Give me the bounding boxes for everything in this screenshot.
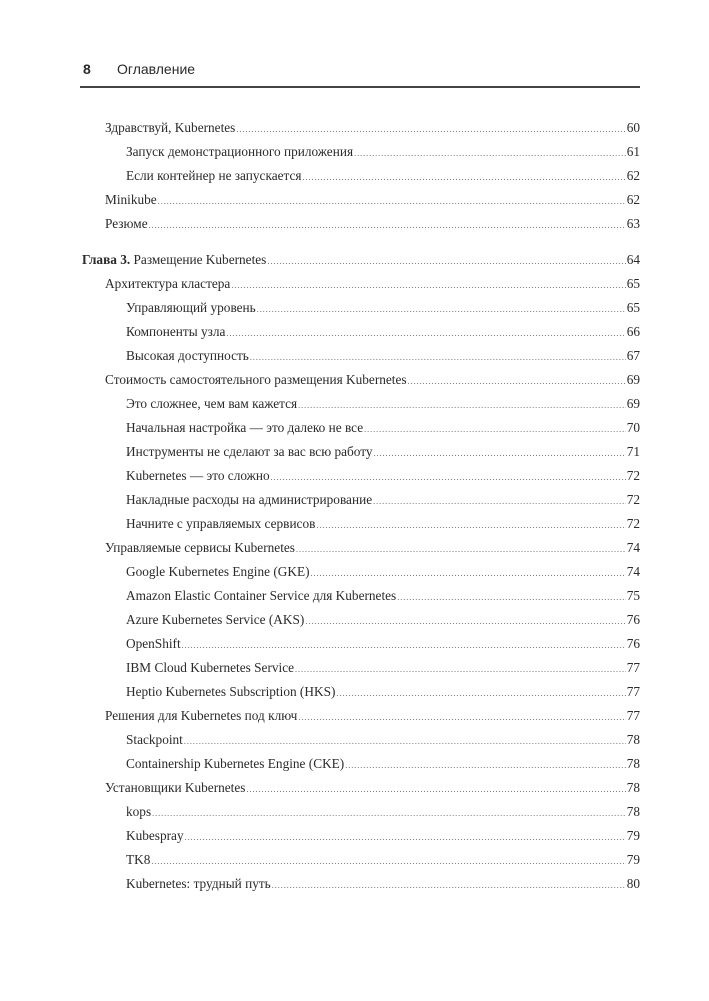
toc-entry[interactable] (82, 488, 640, 512)
toc-entry[interactable] (82, 536, 640, 560)
toc-entry-page: 60 (626, 120, 640, 135)
table-of-contents (82, 116, 640, 896)
toc-entry-title: Kubespray (126, 828, 184, 843)
toc-entry-title: Накладные расходы на администрирование (126, 492, 373, 507)
dot-leader (267, 250, 625, 274)
dot-leader (373, 490, 626, 514)
toc-entry-page: 67 (626, 348, 640, 363)
toc-entry-page: 61 (626, 144, 640, 159)
toc-entry-page: 62 (626, 192, 640, 207)
toc-entry-page: 75 (626, 588, 640, 603)
chapter-label: Глава 3. (82, 252, 131, 267)
toc-entry-page: 79 (626, 852, 640, 867)
toc-entry-page: 78 (626, 732, 640, 747)
toc-entry-page: 70 (626, 420, 640, 435)
toc-entry-title: Containership Kubernetes Engine (CKE) (126, 756, 345, 771)
toc-entry-page: 65 (626, 300, 640, 315)
toc-entry[interactable] (82, 680, 640, 704)
dot-leader (296, 538, 626, 562)
dot-leader (305, 610, 625, 634)
toc-entry-page: 76 (626, 636, 640, 651)
toc-entry-page: 79 (626, 828, 640, 843)
toc-entry[interactable] (82, 776, 640, 800)
toc-entry-title: Amazon Elastic Container Service для Kubernetes (126, 588, 397, 603)
toc-entry-title: Начальная настройка — это далеко не все (126, 420, 364, 435)
toc-entry[interactable] (82, 800, 640, 824)
toc-entry-page: 66 (626, 324, 640, 339)
toc-entry[interactable] (82, 728, 640, 752)
toc-entry[interactable] (82, 752, 640, 776)
dot-leader (354, 142, 626, 166)
toc-entry-page: 72 (626, 516, 640, 531)
toc-entry-page: 72 (626, 468, 640, 483)
toc-entry[interactable] (82, 608, 640, 632)
toc-entry-title: Размещение Kubernetes (133, 252, 267, 267)
toc-entry-page: 76 (626, 612, 640, 627)
toc-entry-title: Высокая доступность (126, 348, 249, 363)
toc-entry-title: Управляемые сервисы Kubernetes (105, 540, 295, 555)
dot-leader (271, 466, 626, 490)
toc-entry-page: 63 (626, 216, 640, 231)
dot-leader (316, 514, 625, 538)
running-header (80, 60, 640, 88)
toc-entry[interactable] (82, 848, 640, 872)
dot-leader (246, 778, 625, 802)
toc-entry-page: 65 (626, 276, 640, 291)
dot-leader (298, 706, 625, 730)
toc-entry-title: Инструменты не сделают за вас всю работу (126, 444, 373, 459)
toc-entry-title: Если контейнер не запускается (126, 168, 302, 183)
toc-entry[interactable] (82, 392, 640, 416)
toc-entry[interactable] (82, 164, 640, 188)
toc-entry[interactable] (82, 140, 640, 164)
dot-leader (311, 562, 626, 586)
toc-entry-title: Google Kubernetes Engine (GKE) (126, 564, 310, 579)
toc-entry-title: Kubernetes: трудный путь (126, 876, 271, 891)
toc-entry[interactable] (82, 272, 640, 296)
dot-leader (298, 394, 626, 418)
dot-leader (152, 802, 626, 826)
dot-leader (185, 826, 626, 850)
toc-entry-title: IBM Cloud Kubernetes Service (126, 660, 295, 675)
dot-leader (303, 166, 626, 190)
dot-leader (158, 190, 626, 214)
toc-entry[interactable] (82, 656, 640, 680)
toc-entry-title: Stackpoint (126, 732, 183, 747)
toc-entry-page: 71 (626, 444, 640, 459)
dot-leader (226, 322, 625, 346)
toc-entry-title: OpenShift (126, 636, 181, 651)
dot-leader (182, 634, 626, 658)
toc-entry-title: Стоимость самостоятельного размещения Kubernetes (105, 372, 407, 387)
toc-entry[interactable] (82, 512, 640, 536)
toc-entry[interactable] (82, 872, 640, 896)
dot-leader (408, 370, 626, 394)
toc-entry-page: 72 (626, 492, 640, 507)
toc-entry-title: Решения для Kubernetes под ключ (105, 708, 298, 723)
toc-entry-page: 64 (626, 252, 640, 267)
toc-entry-page: 62 (626, 168, 640, 183)
dot-leader (236, 118, 625, 142)
toc-entry[interactable] (82, 464, 640, 488)
toc-entry-title: Azure Kubernetes Service (AKS) (126, 612, 305, 627)
toc-entry-page: 80 (626, 876, 640, 891)
toc-entry[interactable] (82, 116, 640, 140)
page-number: 8 (83, 61, 91, 77)
toc-entry[interactable] (82, 368, 640, 392)
toc-entry[interactable] (82, 344, 640, 368)
toc-entry-page: 77 (626, 708, 640, 723)
dot-leader (184, 730, 626, 754)
toc-entry-title: Установщики Kubernetes (105, 780, 246, 795)
toc-entry[interactable] (82, 560, 640, 584)
toc-entry-page: 78 (626, 804, 640, 819)
toc-entry-title: kops (126, 804, 152, 819)
toc-entry-title: Компоненты узла (126, 324, 226, 339)
toc-entry[interactable] (82, 824, 640, 848)
toc-entry[interactable] (82, 212, 640, 236)
toc-entry[interactable] (82, 296, 640, 320)
toc-entry-title: Здравствуй, Kubernetes (105, 120, 236, 135)
toc-entry-title: Управляющий уровень (126, 300, 256, 315)
toc-entry-title: Heptio Kubernetes Subscription (HKS) (126, 684, 336, 699)
dot-leader (345, 754, 625, 778)
toc-entry[interactable] (82, 704, 640, 728)
toc-entry-page: 74 (626, 540, 640, 555)
toc-entry-title: Kubernetes — это сложно (126, 468, 270, 483)
toc-entry-page: 78 (626, 756, 640, 771)
dot-leader (336, 682, 625, 706)
toc-entry[interactable] (82, 320, 640, 344)
toc-entry-title: Резюме (105, 216, 148, 231)
toc-entry-title: Это сложнее, чем вам кажется (126, 396, 298, 411)
toc-entry-page: 69 (626, 372, 640, 387)
toc-entry[interactable] (82, 416, 640, 440)
toc-entry[interactable] (82, 584, 640, 608)
dot-leader (151, 850, 625, 874)
toc-entry[interactable] (82, 632, 640, 656)
dot-leader (374, 442, 626, 466)
dot-leader (257, 298, 626, 322)
header-title: Оглавление (117, 61, 196, 77)
toc-entry-title: Начните с управляемых сервисов (126, 516, 316, 531)
toc-entry-page: 77 (626, 684, 640, 699)
toc-entry-page: 78 (626, 780, 640, 795)
toc-chapter-entry[interactable] (82, 248, 640, 272)
toc-entry[interactable] (82, 188, 640, 212)
toc-entry-title: Запуск демонстрационного приложения (126, 144, 354, 159)
toc-entry-title: Архитектура кластера (105, 276, 231, 291)
toc-entry-page: 74 (626, 564, 640, 579)
toc-entry-page: 77 (626, 660, 640, 675)
dot-leader (149, 214, 626, 238)
toc-entry-title: TK8 (126, 852, 151, 867)
dot-leader (231, 274, 625, 298)
dot-leader (250, 346, 626, 370)
toc-entry[interactable] (82, 440, 640, 464)
dot-leader (272, 874, 626, 898)
toc-entry-title: Minikube (105, 192, 157, 207)
dot-leader (364, 418, 626, 442)
dot-leader (295, 658, 626, 682)
toc-entry-page: 69 (626, 396, 640, 411)
dot-leader (397, 586, 625, 610)
